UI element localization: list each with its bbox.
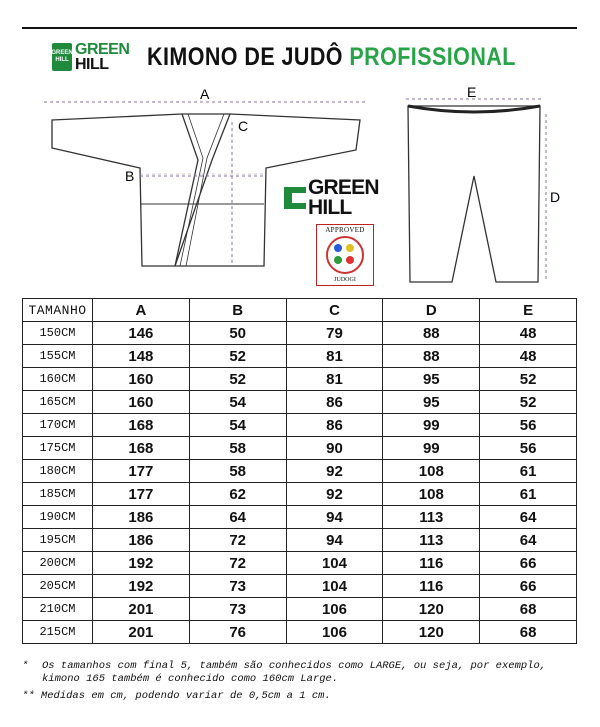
measure-cell: 52 [189,345,286,368]
measure-cell: 72 [189,552,286,575]
measure-cell: 50 [189,322,286,345]
measure-cell: 120 [383,621,480,644]
measure-cell: 177 [93,483,190,506]
measure-cell: 52 [480,391,577,414]
table-body [23,322,577,644]
label-a: A [200,86,210,102]
measure-cell: 92 [286,460,383,483]
footnote-1-mark: * [22,660,29,672]
table-row [23,552,577,575]
size-table [22,298,577,644]
footnote-2-text: Medidas em cm, podendo variar de 0,5cm a 1 cm. [40,690,331,702]
brand-badge: GREEN HILL [52,43,72,71]
title-accent: PROFISSIONAL [349,42,517,71]
measure-cell: 68 [480,621,577,644]
approved-judogi-badge [316,224,374,286]
pants-outline [408,106,540,282]
measure-cell: 148 [93,345,190,368]
measure-cell: 61 [480,483,577,506]
measure-cell: 192 [93,575,190,598]
measure-cell: 113 [383,506,480,529]
size-cell: 210CM [23,598,93,621]
measure-cell: 95 [383,391,480,414]
table-row [23,414,577,437]
measure-cell: 192 [93,552,190,575]
measure-cell: 81 [286,368,383,391]
measure-cell: 177 [93,460,190,483]
measure-cell: 88 [383,345,480,368]
logo-line1: GREEN [308,176,379,199]
measure-cell: 64 [480,529,577,552]
table-row [23,391,577,414]
green-hill-wordmark [308,178,379,218]
measure-cell: 120 [383,598,480,621]
table-row [23,345,577,368]
size-cell: 190CM [23,506,93,529]
brand-logo [52,42,129,72]
table-row [23,598,577,621]
table-row [23,368,577,391]
measure-cell: 186 [93,529,190,552]
measure-cell: 52 [189,368,286,391]
measure-cell: 99 [383,437,480,460]
measure-cell: 92 [286,483,383,506]
size-cell: 175CM [23,437,93,460]
footnote-2-mark: ** [22,690,35,702]
measure-cell: 90 [286,437,383,460]
label-e: E [467,84,477,100]
measure-cell: 58 [189,437,286,460]
footnote-1-text: Os tamanhos com final 5, também são conhecidos como LARGE, ou seja, por exemplo, kimono 165 também é conhecido como 160cm Large. [42,660,547,685]
judogi-label: JUDOGI [334,277,356,283]
size-cell: 195CM [23,529,93,552]
table-row [23,621,577,644]
measure-cell: 116 [383,575,480,598]
col-header-a: A [93,299,190,322]
measure-cell: 58 [189,460,286,483]
measure-cell: 88 [383,322,480,345]
measure-cell: 66 [480,552,577,575]
approved-label: APPROVED [325,226,365,234]
page-title [147,43,516,72]
measure-cell: 146 [93,322,190,345]
size-cell: 185CM [23,483,93,506]
measure-cell: 81 [286,345,383,368]
measure-cell: 72 [189,529,286,552]
measure-cell: 186 [93,506,190,529]
footnote-2 [22,690,582,703]
measure-cell: 94 [286,506,383,529]
brand-line1: GREEN [75,41,130,58]
col-header-e: E [480,299,577,322]
measure-cell: 61 [480,460,577,483]
label-c: C [238,118,249,134]
measure-cell: 66 [480,575,577,598]
measure-cell: 64 [189,506,286,529]
brand-wordmark [75,42,129,72]
measure-cell: 54 [189,414,286,437]
measure-cell: 73 [189,598,286,621]
size-cell: 215CM [23,621,93,644]
col-header-b: B [189,299,286,322]
measure-cell: 104 [286,575,383,598]
green-hill-mark-icon [282,183,308,213]
table-row [23,575,577,598]
size-cell: 205CM [23,575,93,598]
label-d: D [550,189,561,205]
size-cell: 160CM [23,368,93,391]
brand-line2: HILL [75,56,109,73]
green-hill-logo [282,178,379,218]
measure-cell: 108 [383,483,480,506]
measure-cell: 116 [383,552,480,575]
table-row [23,437,577,460]
measure-cell: 86 [286,414,383,437]
logo-line2: HILL [308,196,352,219]
measure-cell: 79 [286,322,383,345]
size-cell: 150CM [23,322,93,345]
measure-cell: 76 [189,621,286,644]
col-header-c: C [286,299,383,322]
table-row [23,529,577,552]
table-row [23,483,577,506]
size-cell: 200CM [23,552,93,575]
table-row [23,460,577,483]
title-main: KIMONO DE JUDÔ [147,42,344,71]
measure-cell: 201 [93,598,190,621]
col-header-tamanho: TAMANHO [23,299,93,322]
measure-cell: 48 [480,322,577,345]
page-header [22,30,577,84]
measure-cell: 56 [480,414,577,437]
measure-cell: 64 [480,506,577,529]
measure-cell: 73 [189,575,286,598]
measure-cell: 99 [383,414,480,437]
top-rule [22,27,577,29]
size-cell: 155CM [23,345,93,368]
measure-cell: 113 [383,529,480,552]
measure-cell: 201 [93,621,190,644]
size-cell: 165CM [23,391,93,414]
measure-cell: 168 [93,414,190,437]
size-cell: 180CM [23,460,93,483]
measure-cell: 86 [286,391,383,414]
measure-cell: 62 [189,483,286,506]
table-row [23,506,577,529]
measure-cell: 68 [480,598,577,621]
measure-cell: 54 [189,391,286,414]
measure-cell: 95 [383,368,480,391]
measure-cell: 108 [383,460,480,483]
measure-cell: 160 [93,368,190,391]
measure-cell: 106 [286,621,383,644]
table-header-row [23,299,577,322]
label-b: B [125,168,135,184]
footnote-1 [22,660,582,686]
footnotes [22,660,582,703]
measure-cell: 160 [93,391,190,414]
ijf-seal-icon [326,236,364,274]
measure-cell: 168 [93,437,190,460]
measure-cell: 94 [286,529,383,552]
col-header-d: D [383,299,480,322]
measure-cell: 104 [286,552,383,575]
measure-cell: 52 [480,368,577,391]
measure-cell: 48 [480,345,577,368]
size-cell: 170CM [23,414,93,437]
table-row [23,322,577,345]
measure-cell: 106 [286,598,383,621]
measure-cell: 56 [480,437,577,460]
